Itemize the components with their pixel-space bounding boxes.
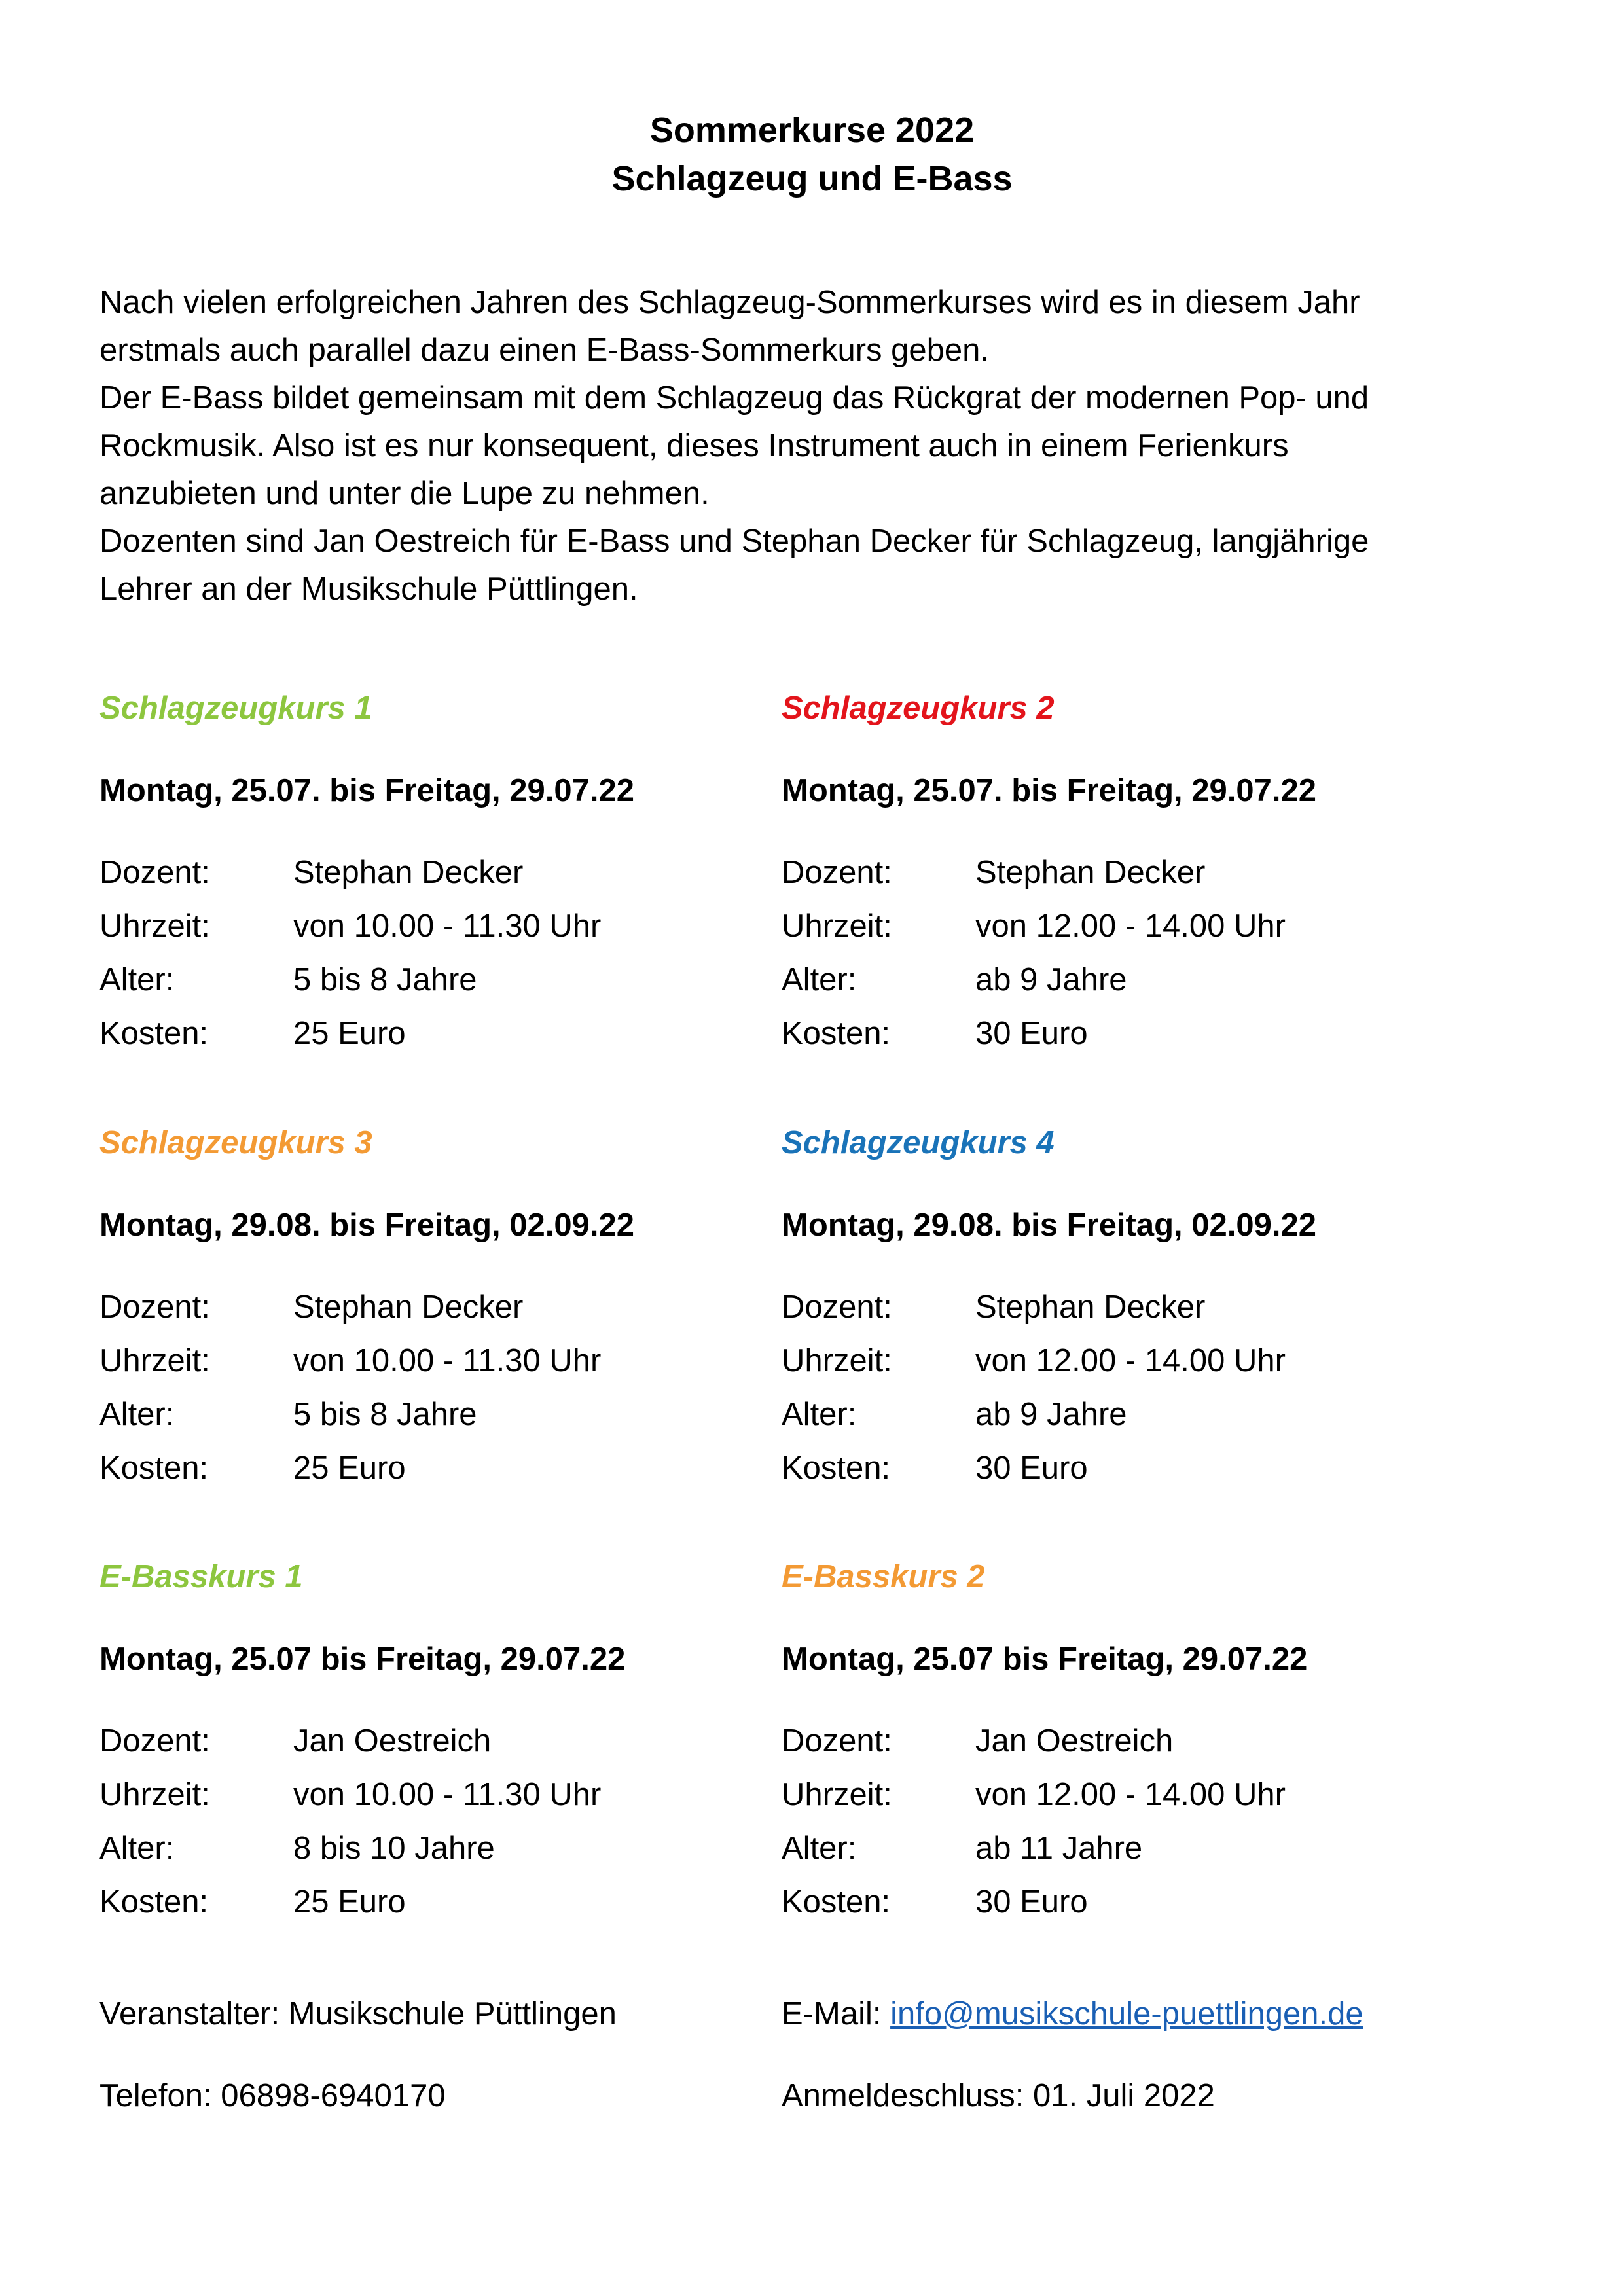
uhrzeit-label: Uhrzeit:	[99, 908, 210, 944]
email-label: E-Mail:	[782, 1996, 891, 2032]
uhrzeit-label: Uhrzeit:	[782, 1777, 892, 1812]
uhrzeit-value: von 10.00 - 11.30 Uhr	[293, 908, 602, 944]
uhrzeit-value: von 10.00 - 11.30 Uhr	[293, 1777, 602, 1812]
dozent-label: Dozent:	[782, 1289, 892, 1325]
kosten-value: 30 Euro	[975, 1884, 1088, 1920]
veranstalter-text: Veranstalter: Musikschule Püttlingen	[99, 1996, 617, 2032]
course-title: Schlagzeugkurs 4	[782, 1125, 1055, 1160]
kosten-value: 30 Euro	[975, 1016, 1088, 1051]
alter-value: ab 11 Jahre	[975, 1831, 1143, 1866]
intro-line: anzubieten und unter die Lupe zu nehmen.	[99, 476, 710, 511]
intro-line: Der E-Bass bildet gemeinsam mit dem Schlagzeug das Rückgrat der modernen Pop- und	[99, 380, 1369, 416]
course-title: Schlagzeugkurs 2	[782, 691, 1055, 726]
alter-label: Alter:	[782, 1397, 857, 1432]
page-title-line-2: Schlagzeug und E-Bass	[611, 159, 1013, 198]
kosten-label: Kosten:	[782, 1450, 891, 1486]
uhrzeit-value: von 12.00 - 14.00 Uhr	[975, 908, 1286, 944]
uhrzeit-value: von 12.00 - 14.00 Uhr	[975, 1777, 1286, 1812]
dozent-value: Jan Oestreich	[293, 1723, 492, 1759]
anmeldeschluss-text: Anmeldeschluss: 01. Juli 2022	[782, 2078, 1215, 2113]
dozent-value: Stephan Decker	[975, 855, 1206, 890]
kosten-label: Kosten:	[782, 1884, 891, 1920]
uhrzeit-label: Uhrzeit:	[99, 1777, 210, 1812]
alter-label: Alter:	[99, 962, 175, 997]
course-title: E-Basskurs 2	[782, 1559, 985, 1594]
course-block-e-basskurs-2	[782, 1561, 1436, 1928]
alter-label: Alter:	[782, 1831, 857, 1866]
telefon-text: Telefon: 06898-6940170	[99, 2078, 446, 2113]
dozent-label: Dozent:	[99, 855, 210, 890]
kosten-label: Kosten:	[782, 1016, 891, 1051]
email-link[interactable]: info@musikschule-puettlingen.de	[890, 1996, 1363, 2032]
dozent-value: Stephan Decker	[293, 855, 524, 890]
dozent-value: Stephan Decker	[293, 1289, 524, 1325]
alter-value: ab 9 Jahre	[975, 962, 1127, 997]
dozent-label: Dozent:	[99, 1289, 210, 1325]
course-title: E-Basskurs 1	[99, 1559, 303, 1594]
kosten-value: 25 Euro	[293, 1016, 406, 1051]
intro-line: Rockmusik. Also ist es nur konsequent, dieses Instrument auch in einem Ferienkurs	[99, 428, 1289, 463]
page-title-line-1: Sommerkurse 2022	[649, 111, 975, 150]
kosten-value: 25 Euro	[293, 1884, 406, 1920]
course-date: Montag, 25.07 bis Freitag, 29.07.22	[99, 1641, 626, 1677]
kosten-value: 25 Euro	[293, 1450, 406, 1486]
kosten-label: Kosten:	[99, 1450, 209, 1486]
course-block-e-basskurs-1	[99, 1561, 754, 1928]
dozent-label: Dozent:	[99, 1723, 210, 1759]
course-title: Schlagzeugkurs 1	[99, 691, 372, 726]
course-block-schlagzeugkurs-2	[782, 692, 1436, 1059]
course-title: Schlagzeugkurs 3	[99, 1125, 372, 1160]
dozent-label: Dozent:	[782, 1723, 892, 1759]
uhrzeit-value: von 12.00 - 14.00 Uhr	[975, 1343, 1286, 1378]
course-block-schlagzeugkurs-3	[99, 1127, 754, 1494]
alter-value: 5 bis 8 Jahre	[293, 1397, 477, 1432]
course-block-schlagzeugkurs-1	[99, 692, 754, 1059]
dozent-value: Stephan Decker	[975, 1289, 1206, 1325]
course-date: Montag, 29.08. bis Freitag, 02.09.22	[782, 1208, 1316, 1243]
uhrzeit-value: von 10.00 - 11.30 Uhr	[293, 1343, 602, 1378]
uhrzeit-label: Uhrzeit:	[782, 908, 892, 944]
alter-label: Alter:	[782, 962, 857, 997]
dozent-value: Jan Oestreich	[975, 1723, 1174, 1759]
kosten-value: 30 Euro	[975, 1450, 1088, 1486]
alter-label: Alter:	[99, 1397, 175, 1432]
intro-line: Lehrer an der Musikschule Püttlingen.	[99, 571, 638, 607]
course-date: Montag, 29.08. bis Freitag, 02.09.22	[99, 1208, 634, 1243]
course-block-schlagzeugkurs-4	[782, 1127, 1436, 1494]
dozent-label: Dozent:	[782, 855, 892, 890]
alter-label: Alter:	[99, 1831, 175, 1866]
intro-line: Nach vielen erfolgreichen Jahren des Schlagzeug-Sommerkurses wird es in diesem Jahr	[99, 285, 1360, 320]
intro-line: erstmals auch parallel dazu einen E-Bass-Sommerkurs geben.	[99, 332, 990, 368]
course-date: Montag, 25.07 bis Freitag, 29.07.22	[782, 1641, 1308, 1677]
kosten-label: Kosten:	[99, 1016, 209, 1051]
alter-value: 5 bis 8 Jahre	[293, 962, 477, 997]
course-date: Montag, 25.07. bis Freitag, 29.07.22	[782, 773, 1316, 808]
kosten-label: Kosten:	[99, 1884, 209, 1920]
email-line	[782, 1998, 1363, 2030]
alter-value: ab 9 Jahre	[975, 1397, 1127, 1432]
intro-line: Dozenten sind Jan Oestreich für E-Bass und Stephan Decker für Schlagzeug, langjährige	[99, 524, 1369, 559]
alter-value: 8 bis 10 Jahre	[293, 1831, 495, 1866]
uhrzeit-label: Uhrzeit:	[782, 1343, 892, 1378]
course-date: Montag, 25.07. bis Freitag, 29.07.22	[99, 773, 634, 808]
uhrzeit-label: Uhrzeit:	[99, 1343, 210, 1378]
